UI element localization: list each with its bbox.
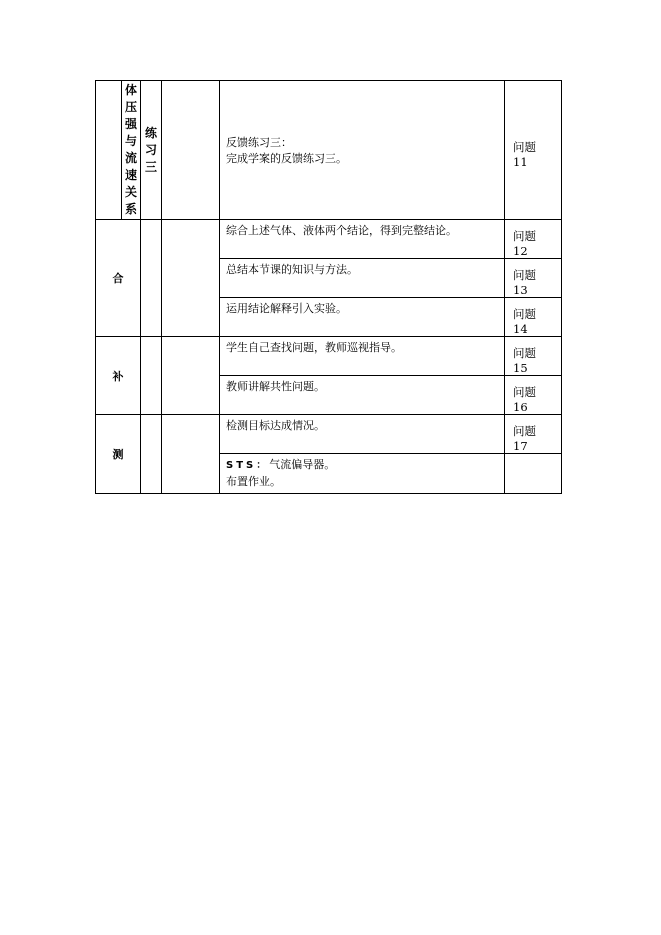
question-label: 问题 17 [513,424,536,453]
question-label: 问题 15 [513,346,536,375]
subsection-cell [141,81,162,220]
stage-ce-label: 测 [112,448,124,461]
stage-cell-empty [96,81,122,220]
table-row [96,220,562,259]
blank-cell [141,220,162,337]
table-row [96,415,562,454]
content-cell [220,337,505,376]
content-cell [220,220,505,259]
blank-cell [141,337,162,415]
question-cell [505,220,562,259]
question-label: 问题 14 [513,307,536,336]
stage-ce [96,415,141,494]
question-label: 问题 12 [513,229,536,258]
homework-text: 布置作业。 [226,475,281,488]
question-label: 问题 16 [513,385,536,414]
content-text: 学生自己查找问题，教师巡视指导。 [226,341,402,354]
content-text: 综合上述气体、液体两个结论，得到完整结论。 [226,224,457,237]
sts-text: 气流偏导器。 [269,458,336,471]
content-cell [220,298,505,337]
blank-cell [162,337,220,415]
question-label: 问题 11 [513,140,536,169]
stage-bu-label: 补 [112,369,124,383]
blank-cell [162,81,220,220]
blank-cell [141,415,162,494]
stage-bu [96,337,141,415]
question-label: 问题 13 [513,268,536,297]
table-row [96,337,562,376]
table-row [96,81,562,220]
feedback-title: 反馈练习三： [226,135,292,149]
sts-label: STS： [226,460,270,471]
content-cell [220,81,505,220]
topic-vertical-text: 体压强与流速关系 [125,83,138,216]
content-cell [220,454,505,494]
content-text: 运用结论解释引入实验。 [226,302,347,315]
content-cell [220,376,505,415]
question-cell [505,415,562,454]
content-text: 检测目标达成情况。 [226,419,325,432]
question-cell [505,376,562,415]
stage-he [96,220,141,337]
question-cell [505,337,562,376]
content-text: 总结本节课的知识与方法。 [226,263,358,276]
lesson-plan-table [95,80,562,494]
blank-cell [162,415,220,494]
content-cell [220,415,505,454]
question-cell-empty [505,454,562,494]
question-cell [505,298,562,337]
question-cell [505,259,562,298]
subsection-vertical-text: 练习三 [145,126,158,174]
topic-cell [122,81,141,220]
content-text: 教师讲解共性问题。 [226,380,325,393]
question-cell [505,81,562,220]
content-cell [220,259,505,298]
blank-cell [162,220,220,337]
feedback-text: 完成学案的反馈练习三。 [226,151,347,165]
stage-he-label: 合 [112,272,124,285]
